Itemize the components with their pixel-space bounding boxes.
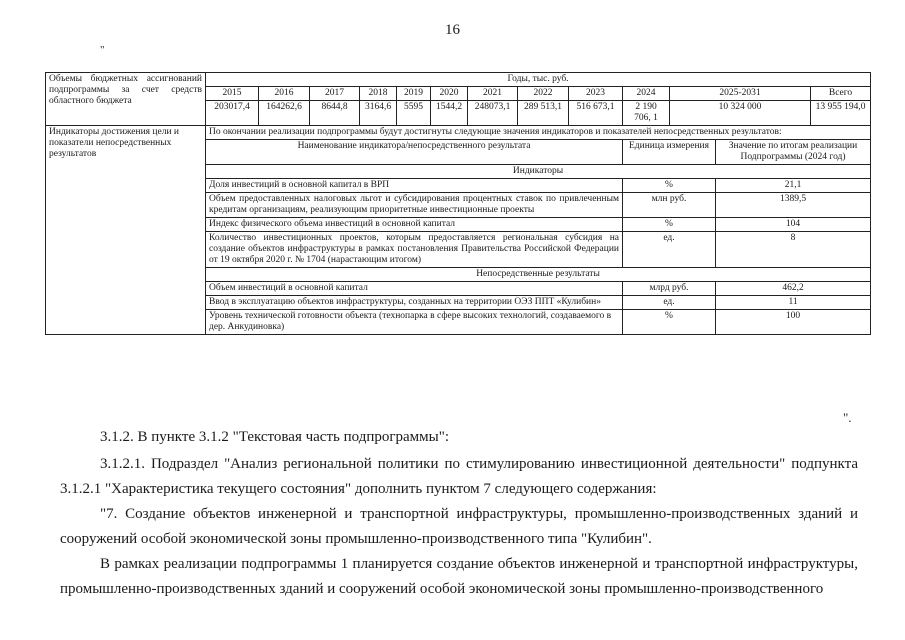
- years-header: Годы, тыс. руб.: [206, 73, 871, 87]
- year-cell: 2025-2031: [670, 87, 811, 101]
- result-unit: ед.: [623, 296, 716, 310]
- close-quote: ".: [843, 410, 852, 425]
- amount-cell: 2 190 706, 1: [623, 101, 670, 126]
- result-value: 100: [716, 310, 871, 335]
- indicator-value: 21,1: [716, 179, 871, 193]
- indicator-unit: млн руб.: [623, 193, 716, 218]
- indicator-unit: %: [623, 179, 716, 193]
- amount-cell: 8644,8: [310, 101, 360, 126]
- passport-table: [45, 72, 871, 335]
- paragraph-3-1-2: 3.1.2. В пункте 3.1.2 "Текстовая часть подпрограммы":: [100, 429, 450, 445]
- col-name-header: Наименование индикатора/непосредственного результата: [206, 140, 623, 165]
- year-cell: 2023: [569, 87, 623, 101]
- indicator-name: Индекс физического объема инвестиций в основной капитал: [206, 218, 623, 232]
- indicator-name: Доля инвестиций в основной капитал в ВРП: [206, 179, 623, 193]
- year-cell: 2022: [518, 87, 569, 101]
- section-indicators: Индикаторы: [206, 165, 871, 179]
- year-cell: 2016: [259, 87, 310, 101]
- indicators-intro-row: [46, 126, 871, 140]
- indicator-value: 104: [716, 218, 871, 232]
- result-value: 11: [716, 296, 871, 310]
- year-cell: 2024: [623, 87, 670, 101]
- amount-cell: 516 673,1: [569, 101, 623, 126]
- indicator-value: 8: [716, 232, 871, 268]
- year-cell: 2021: [468, 87, 518, 101]
- result-name: Уровень технической готовности объекта (технопарка в сфере высоких технологий, создаваемого в дер. Анкудиновка): [206, 310, 623, 335]
- amount-cell: 10 324 000: [670, 101, 811, 126]
- paragraph-subprogram: В рамках реализации подпрограммы 1 планируется создание объектов инженерной и транспортной инфраструктуры, промышленно-производственных зданий и сооружений особой экономической зоны промышленно-производственного: [60, 556, 858, 597]
- indicator-value: 1389,5: [716, 193, 871, 218]
- year-cell: 2017: [310, 87, 360, 101]
- amount-cell: 3164,6: [360, 101, 397, 126]
- amount-cell: 164262,6: [259, 101, 310, 126]
- result-name: Объем инвестиций в основной капитал: [206, 282, 623, 296]
- amount-cell: 289 513,1: [518, 101, 569, 126]
- year-cell: 2015: [206, 87, 259, 101]
- indicator-unit: %: [623, 218, 716, 232]
- budget-label: Объемы бюджетных ассигнований подпрограммы за счет средств областного бюджета: [46, 73, 206, 126]
- year-cell: Всего: [811, 87, 871, 101]
- result-name: Ввод в эксплуатацию объектов инфраструктуры, созданных на территории ОЭЗ ППТ «Кулибин»: [206, 296, 623, 310]
- page-number: 16: [445, 22, 460, 38]
- section-results: Непосредственные результаты: [206, 268, 871, 282]
- amount-cell: 5595: [397, 101, 431, 126]
- year-cell: 2020: [431, 87, 468, 101]
- open-quote: ": [100, 44, 105, 56]
- indicator-name: Объем предоставленных налоговых льгот и субсидирования процентных ставок по привлеченным кредитам организациям, реализующим приоритетные инвестиционные проекты: [206, 193, 623, 218]
- indicators-label: Индикаторы достижения цели и показатели непосредственных результатов: [46, 126, 206, 335]
- amount-cell: 13 955 194,0: [811, 101, 871, 126]
- budget-header-row: [46, 73, 871, 87]
- indicator-unit: ед.: [623, 232, 716, 268]
- result-value: 462,2: [716, 282, 871, 296]
- indicator-name: Количество инвестиционных проектов, которым предоставляется региональная субсидия на создание объектов инфраструктуры в рамках постановления Правительства Российской Федерации от 19 октября 2020 г. № 1704 (нарастающим итогом): [206, 232, 623, 268]
- year-cell: 2019: [397, 87, 431, 101]
- result-unit: %: [623, 310, 716, 335]
- paragraph-item-7: "7. Создание объектов инженерной и транспортной инфраструктуры, промышленно-производственных зданий и сооружений особой экономической зоны промышленно-производственного типа "Кулибин".: [60, 506, 858, 547]
- amount-cell: 203017,4: [206, 101, 259, 126]
- result-unit: млрд руб.: [623, 282, 716, 296]
- amount-cell: 248073,1: [468, 101, 518, 126]
- year-cell: 2018: [360, 87, 397, 101]
- col-unit-header: Единица измерения: [623, 140, 716, 165]
- paragraph-3-1-2-1: 3.1.2.1. Подраздел "Анализ региональной политики по стимулированию инвестиционной деятельности" подпункта 3.1.2.1 "Характеристика текущего состояния" дополнить пунктом 7 следующего содержания:: [60, 456, 858, 497]
- col-value-header: Значение по итогам реализации Подпрограммы (2024 год): [716, 140, 871, 165]
- amount-cell: 1544,2: [431, 101, 468, 126]
- indicators-intro: По окончании реализации подпрограммы будут достигнуты следующие значения индикаторов и показателей непосредственных результатов:: [206, 126, 871, 140]
